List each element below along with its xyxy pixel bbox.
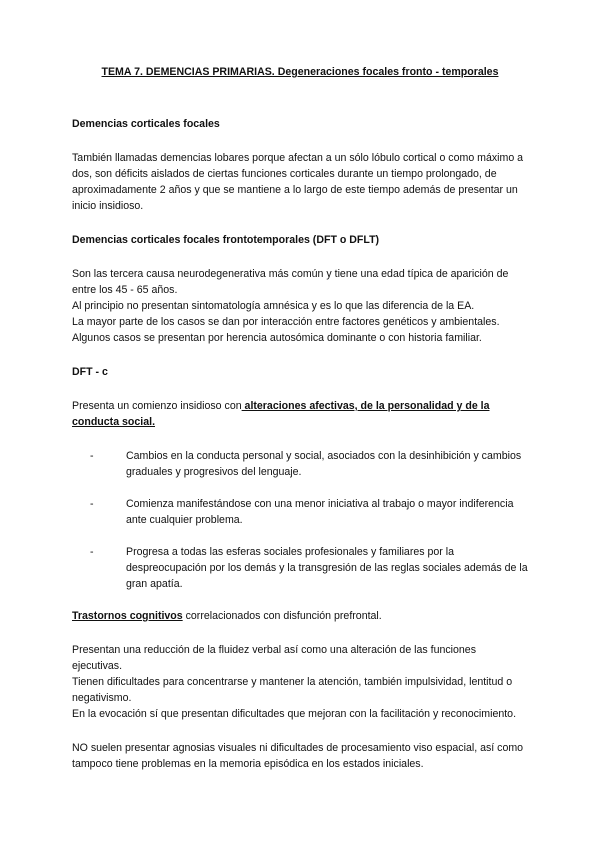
section-intro xyxy=(72,398,528,430)
section-heading: DFT - c xyxy=(72,366,108,378)
section-trastornos-cognitivos xyxy=(72,608,528,772)
dash-marker: - xyxy=(90,498,94,510)
document-page xyxy=(72,66,528,772)
list-item xyxy=(90,448,528,480)
heading-rest: correlacionados con disfunción prefrontal. xyxy=(182,610,382,622)
section-paragraph: También llamadas demencias lobares porque afectan a un sólo lóbulo cortical o como máximo a dos, son déficits aislados de ciertas funciones corticales durante un tiempo prolongado, de aproximadamente 2 años y que se mantiene a lo largo de este tiempo además de presentar un inicio insidioso. xyxy=(72,152,524,212)
section-heading: Demencias corticales focales frontotemporales (DFT o DFLT) xyxy=(72,234,380,246)
list-item xyxy=(90,496,528,528)
list-item-text: Cambios en la conducta personal y social, asociados con la desinhibición y cambios graduales y progresivos del lenguaje. xyxy=(126,450,522,478)
section-line: Al principio no presentan sintomatología amnésica y es lo que las diferencia de la EA. xyxy=(72,300,475,312)
section-line: Tienen dificultades para concentrarse y mantener la atención, también impulsividad, lentitud o negativismo. xyxy=(72,676,513,704)
list-item xyxy=(90,544,528,592)
section-heading xyxy=(72,608,528,624)
section-closing: NO suelen presentar agnosias visuales ni dificultades de procesamiento viso espacial, así como tampoco tiene problemas en la memoria episódica en los estados iniciales. xyxy=(72,742,524,770)
section-line: Presentan una reducción de la fluidez verbal así como una alteración de las funciones ejecutivas. xyxy=(72,644,476,672)
dash-marker: - xyxy=(90,450,94,462)
section-line: Son las tercera causa neurodegenerativa más común y tiene una edad típica de aparición de entre los 45 - 65 años. xyxy=(72,268,509,296)
section-line: La mayor parte de los casos se dan por interacción entre factores genéticos y ambientales. xyxy=(72,316,500,328)
document-title: TEMA 7. DEMENCIAS PRIMARIAS. Degeneraciones focales fronto - temporales xyxy=(101,66,499,78)
bullet-list xyxy=(72,448,528,592)
section-dft xyxy=(72,232,528,346)
intro-text: Presenta un comienzo insidioso con xyxy=(72,400,242,412)
list-item-text: Comienza manifestándose con una menor iniciativa al trabajo o mayor indiferencia ante cualquier problema. xyxy=(126,498,514,526)
section-demencias-corticales-focales xyxy=(72,116,528,214)
section-line: Algunos casos se presentan por herencia autosómica dominante o con historia familiar. xyxy=(72,332,482,344)
list-item-text: Progresa a todas las esferas sociales profesionales y familiares por la despreocupación por los demás y la transgresión de las reglas sociales además de la gran apatía. xyxy=(126,546,528,590)
section-line: En la evocación sí que presentan dificultades que mejoran con la facilitación y reconocimiento. xyxy=(72,708,517,720)
section-dft-c xyxy=(72,364,528,592)
section-heading: Demencias corticales focales xyxy=(72,118,220,130)
heading-emphasis: Trastornos cognitivos xyxy=(72,610,183,622)
intro-emphasis: alteraciones afectivas, de la personalidad y de la conducta social. xyxy=(72,400,490,428)
dash-marker: - xyxy=(90,546,94,558)
